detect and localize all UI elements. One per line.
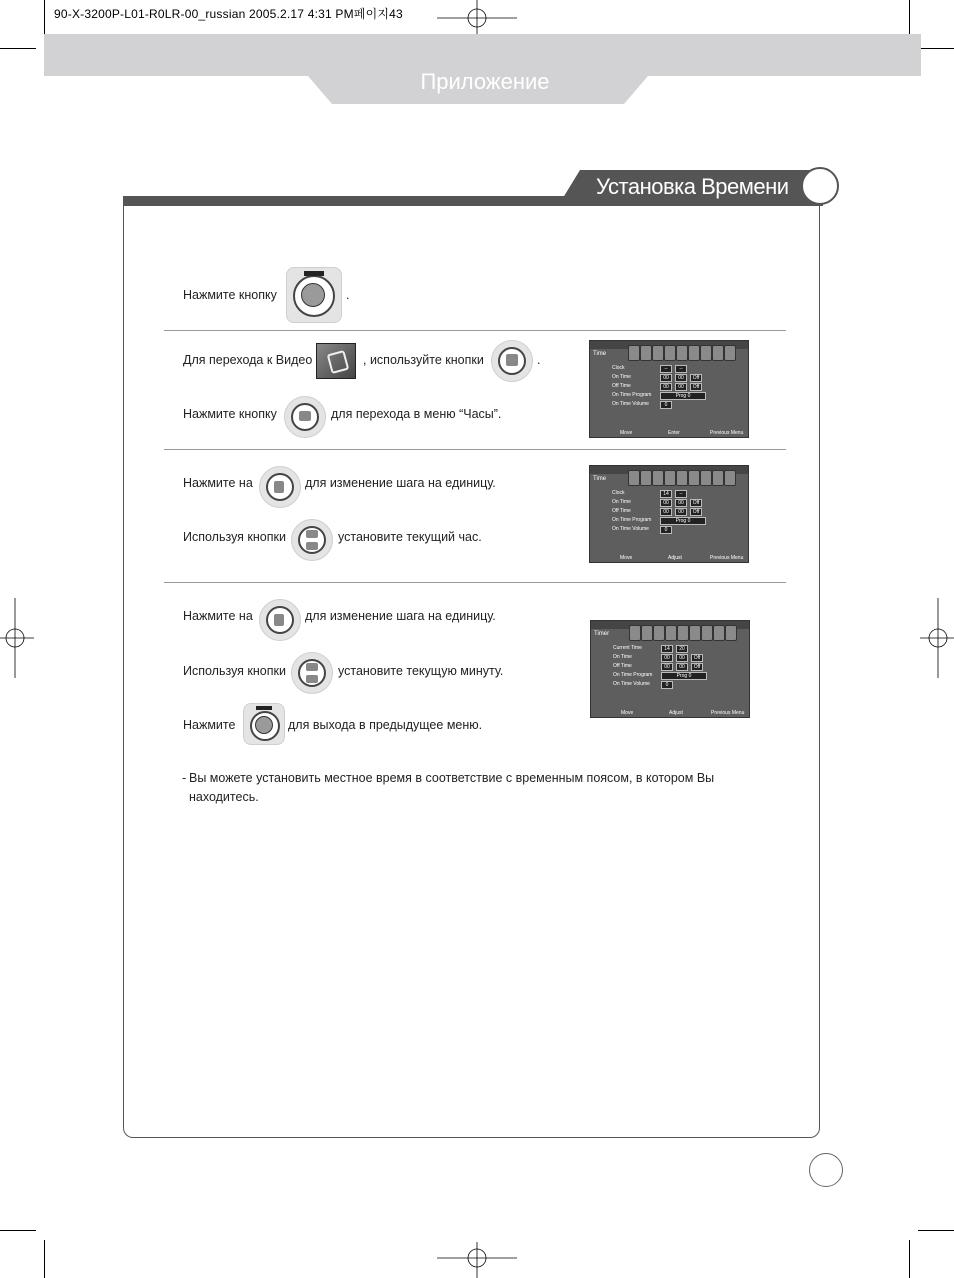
osd-value: 00: [660, 508, 672, 516]
step1-end: .: [346, 288, 350, 302]
osd-row-label: Clock: [612, 490, 625, 496]
osd-menu-icon: [640, 345, 652, 361]
osd-screenshot: [589, 340, 749, 438]
osd-value: Prog 0: [661, 672, 707, 680]
osd-value: 00: [660, 499, 672, 507]
osd-menu-icon: [653, 625, 665, 641]
osd-menu-icon: [701, 625, 713, 641]
osd-menu-icon: [712, 470, 724, 486]
osd-menu-icon: [688, 345, 700, 361]
section-title: Приложение: [420, 69, 550, 94]
osd-value: 00: [661, 654, 673, 662]
osd-screenshot: [590, 620, 750, 718]
osd-footer-back: Previous Menu: [711, 710, 745, 716]
crop-mark: [918, 1230, 954, 1231]
print-header: 90-X-3200P-L01-R0LR-00_russian 2005.2.17 4:31 PM페이지43: [54, 7, 403, 21]
osd-menu-icon: [724, 470, 736, 486]
note-line1: Вы можете установить местное время в соответствие с временным поясом, в котором Вы: [189, 771, 715, 785]
osd-row-label: On Time Volume: [612, 401, 649, 407]
osd-menu-icon: [688, 470, 700, 486]
osd-row-label: Off Time: [613, 663, 632, 669]
osd-menu-icon: [700, 345, 712, 361]
osd-value: Prog 0: [660, 392, 706, 400]
osd-value: --: [675, 365, 687, 373]
osd-title: Time: [593, 476, 607, 482]
osd-value: 14: [660, 490, 672, 498]
osd-value: 0: [661, 681, 673, 689]
step4a-text-b: для изменение шага на единицу.: [305, 609, 496, 623]
osd-value: 00: [675, 383, 687, 391]
osd-value: --: [660, 365, 672, 373]
osd-value: 00: [660, 383, 672, 391]
step4a-text: Нажмите на: [183, 609, 253, 623]
osd-menu-icon: [640, 470, 652, 486]
osd-value: Off: [691, 663, 703, 671]
crop-mark: [0, 48, 36, 49]
step3a-text-b: для изменение шага на единицу.: [305, 476, 496, 490]
osd-menu-icon: [628, 345, 640, 361]
step2b-text-b: для перехода в меню “Часы”.: [331, 407, 502, 421]
registration-mark-right: [920, 598, 954, 678]
osd-footer-move: Move: [620, 430, 633, 436]
osd-value: 00: [661, 663, 673, 671]
osd-value: Off: [690, 508, 702, 516]
left-right-buttons-icon: [491, 340, 533, 382]
step4b-text: Используя кнопки: [183, 664, 286, 678]
osd-menu-icon: [652, 345, 664, 361]
osd-value: --: [675, 490, 687, 498]
osd-menu-icon: [689, 625, 701, 641]
osd-menu-icon: [676, 345, 688, 361]
osd-menu-icon: [676, 470, 688, 486]
registration-mark-left: [0, 598, 34, 678]
osd-menu-icon: [700, 470, 712, 486]
osd-value: 00: [660, 374, 672, 382]
registration-mark-top: [437, 0, 517, 36]
divider: [164, 582, 786, 583]
note-line2: находитесь.: [189, 790, 259, 804]
osd-row-label: Clock: [612, 365, 625, 371]
crop-mark: [44, 1240, 45, 1278]
osd-menu-icon: [664, 470, 676, 486]
crop-mark: [44, 0, 45, 36]
osd-title: Timer: [594, 631, 610, 637]
osd-row-label: On Time Program: [613, 672, 653, 678]
step2b-text: Нажмите кнопку: [183, 407, 277, 421]
note-dash: -: [182, 771, 187, 785]
step2a-end: .: [537, 353, 541, 367]
osd-row-label: On Time Volume: [612, 526, 649, 532]
osd-footer-action: Adjust: [669, 710, 683, 716]
step3a-text: Нажмите на: [183, 476, 253, 490]
osd-value: Off: [690, 374, 702, 382]
osd-value: 00: [675, 499, 687, 507]
step4c-text-b: для выхода в предыдущее меню.: [288, 718, 483, 732]
osd-menu-icon: [712, 345, 724, 361]
osd-value: Off: [690, 383, 702, 391]
osd-value: 0: [660, 526, 672, 534]
step2a-text-b: , используйте кнопки: [363, 353, 484, 367]
osd-menu-icon: [665, 625, 677, 641]
crop-mark: [909, 0, 910, 36]
divider: [164, 449, 786, 450]
osd-footer-move: Move: [621, 710, 634, 716]
osd-value: 14: [661, 645, 673, 653]
osd-value: 00: [675, 374, 687, 382]
page-number-circle: [809, 1153, 843, 1187]
osd-value: 00: [675, 508, 687, 516]
osd-row-label: Current Time: [613, 645, 642, 651]
osd-menu-icon: [628, 470, 640, 486]
osd-row-label: On Time Program: [612, 392, 652, 398]
osd-row-label: On Time: [612, 374, 631, 380]
osd-value: 00: [676, 663, 688, 671]
registration-mark-bottom: [437, 1242, 517, 1278]
osd-screenshot: [589, 465, 749, 563]
osd-title: Time: [593, 351, 607, 357]
osd-value: 00: [676, 654, 688, 662]
crop-mark: [909, 1240, 910, 1278]
osd-row-label: Off Time: [612, 508, 631, 514]
step3b-text: Используя кнопки: [183, 530, 286, 544]
osd-footer-back: Previous Menu: [710, 430, 744, 436]
menu-button-icon: [286, 267, 342, 323]
crop-mark: [0, 1230, 36, 1231]
osd-menu-icon: [664, 345, 676, 361]
osd-row-label: On Time: [613, 654, 632, 660]
right-button-icon: [259, 599, 301, 641]
osd-row-label: Off Time: [612, 383, 631, 389]
down-button-icon: [284, 396, 326, 438]
osd-row-label: On Time: [612, 499, 631, 505]
step4b-text-b: установите текущую минуту.: [338, 664, 504, 678]
osd-menu-icon: [629, 625, 641, 641]
osd-footer-action: Adjust: [668, 555, 682, 561]
step3b-text-b: установите текущий час.: [338, 530, 482, 544]
osd-value: Off: [690, 499, 702, 507]
video-menu-icon: [316, 343, 356, 379]
up-down-buttons-icon: [291, 519, 333, 561]
osd-value: Prog 0: [660, 517, 706, 525]
osd-footer-action: Enter: [668, 430, 680, 436]
up-down-buttons-icon: [291, 652, 333, 694]
menu-button-icon: [243, 703, 285, 745]
divider: [164, 330, 786, 331]
osd-value: 20: [676, 645, 688, 653]
osd-menu-icon: [652, 470, 664, 486]
osd-row-label: On Time Program: [612, 517, 652, 523]
osd-menu-icon: [724, 345, 736, 361]
step2a-text: Для перехода к Видео: [183, 353, 313, 367]
step4c-text: Нажмите: [183, 718, 236, 732]
right-button-icon: [259, 466, 301, 508]
crop-mark: [918, 48, 954, 49]
step1-text: Нажмите кнопку: [183, 288, 277, 302]
osd-menu-icon: [641, 625, 653, 641]
osd-footer-back: Previous Menu: [710, 555, 744, 561]
osd-row-label: On Time Volume: [613, 681, 650, 687]
osd-value: 0: [660, 401, 672, 409]
title-circle: [801, 167, 839, 205]
page-title: Установка Времени: [596, 174, 789, 199]
osd-menu-icon: [677, 625, 689, 641]
osd-value: Off: [691, 654, 703, 662]
osd-menu-icon: [713, 625, 725, 641]
osd-menu-icon: [725, 625, 737, 641]
osd-footer-move: Move: [620, 555, 633, 561]
